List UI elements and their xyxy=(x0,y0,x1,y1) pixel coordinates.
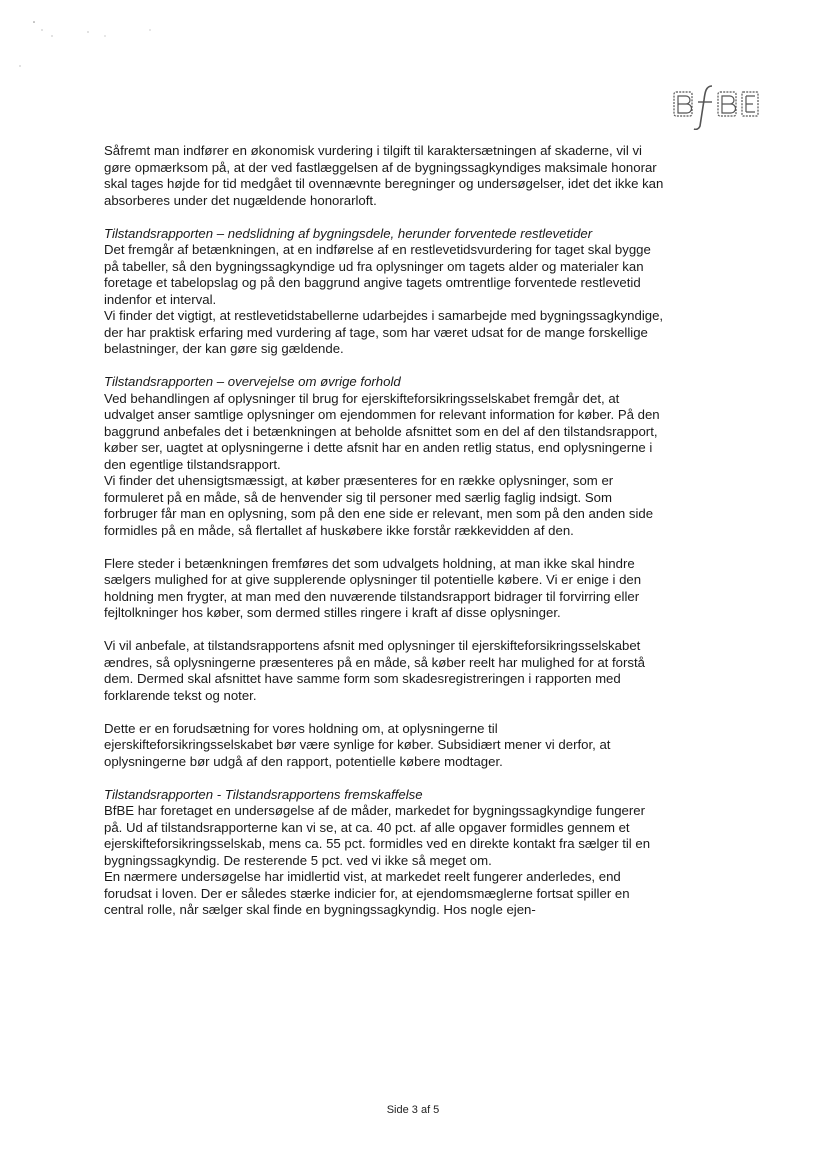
page-number: Side 3 af 5 xyxy=(386,1104,440,1116)
paragraph: Dette er en forudsætning for vores holdning om, at oplysningerne til ejerskifteforsikringsselskabet bør være synlige for køber. Subsidiært mener vi derfor, at oplysningerne bør udgå af den rapport, potentielle købere modtager. xyxy=(104,720,611,769)
section-text: BfBE har foretaget en undersøgelse af de måder, markedet for bygningssagkyndige fungerer på. Ud af tilstandsrapporterne kan vi se, at ca. 40 pct. af alle opgaver formidles gennem et ejerskifteforsikringsselskab, mens ca. 55 pct. formidles ved en direkte kontakt fra sælger til en bygningssagkyndig. De resterende 5 pct. ved vi ikke så meget om. xyxy=(104,803,651,868)
section-heading: Tilstandsrapporten – overvejelse om øvrige forhold xyxy=(104,374,401,389)
section-oevrige-forhold xyxy=(104,374,664,473)
section-nedslidning xyxy=(104,226,664,309)
paragraph: Såfremt man indfører en økonomisk vurdering i tilgift til karaktersætningen af skaderne, vil vi gøre opmærksom på, at der ved fastlæggelsen af de bygningssagkyndiges maksimale honorar skal tages højde for tid medgået til ovennævnte beregninger og undersøgelser, idet det ikke kan absorberes under det nugældende honorarloft. xyxy=(104,143,664,208)
paragraph: En nærmere undersøgelse har imidlertid vist, at markedet reelt fungerer anderledes, end forudsat i loven. Der er således stærke indicier for, at ejendomsmæglerne fortsat spiller en central rolle, når sælger skal finde en bygningssagkyndig. Hos nogle ejen- xyxy=(104,869,630,917)
section-heading: Tilstandsrapporten – nedslidning af bygningsdele, herunder forventede restlevetider xyxy=(104,225,593,241)
bfbe-logo xyxy=(672,82,784,130)
section-text: Det fremgår af betænkningen, at en indførelse af en restlevetidsvurdering for taget skal bygge på tabeller, så den bygningssagkyndige ud fra oplysninger om tagets alder og materialer kan foretage et tabelopslag og på den baggrund angive tagets omtrentlige forventede restlevetid indenfor et interval. xyxy=(104,242,651,307)
paragraph: Vi vil anbefale, at tilstandsrapportens afsnit med oplysninger til ejerskifteforsikringsselskabet ændres, så oplysningerne præsenteres på en måde, så køber reelt har mulighed for at forstå dem. Dermed skal afsnittet have samme form som skadesregistreringen i rapporten med forklarende tekst og noter. xyxy=(104,638,645,703)
letter-body xyxy=(104,143,664,935)
section-heading: Tilstandsrapporten - Tilstandsrapportens fremskaffelse xyxy=(104,786,423,802)
paragraph: Vi finder det uhensigtsmæssigt, at køber præsenteres for en række oplysninger, som er formuleret på en måde, så de henvender sig til personer med særlig faglig indsigt. Som forbruger får man en oplysning, som på den ene side er relevant, men som på den anden side formidles på en måde, så flertallet af huskøbere ikke forstår rækkevidden af den. xyxy=(104,473,654,538)
section-fremskaffelse xyxy=(104,787,664,870)
paragraph: Vi finder det vigtigt, at restlevetidstabellerne udarbejdes i samarbejde med bygningssagkyndige, der har praktisk erfaring med vurdering af tage, som har været udsat for de mange forskellige belastninger, der kan gøre sig gældende. xyxy=(104,308,664,356)
paragraph: Flere steder i betænkningen fremføres det som udvalgets holdning, at man ikke skal hindre sælgers mulighed for at give supplerende oplysninger til potentielle købere. Vi er enige i den holdning men frygter, at man med den nuværende tilstandsrapport bidrager til forvirring eller fejltolkninger hos køber, som dermed stilles ringere i kraft af disse oplysninger. xyxy=(104,555,642,620)
section-text: Ved behandlingen af oplysninger til brug for ejerskifteforsikringsselskabet fremgår det, at udvalget anser samtlige oplysninger om ejendommen for relevant information for køber. På den baggrund anbefales det i betænkningen at beholde afsnittet som en del af den tilstandsrapport, køber ser, uagtet at oplysningerne i dette afsnit har en anden retlig status, end oplysningerne i den egentlige tilstandsrapport. xyxy=(104,390,660,472)
scan-specks xyxy=(0,0,200,80)
